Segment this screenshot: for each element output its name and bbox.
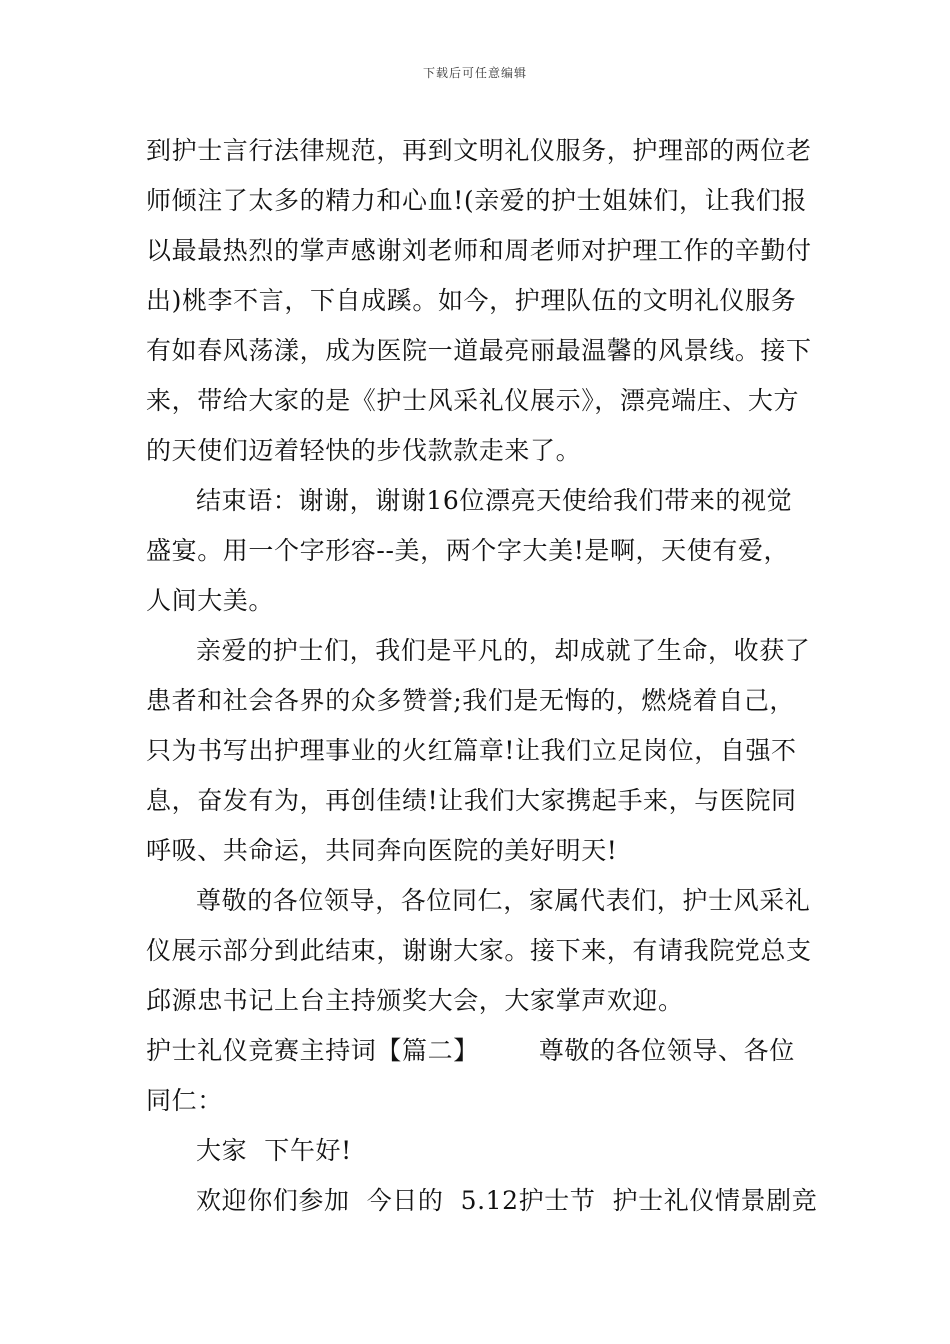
- document-body: [146, 126, 818, 1226]
- greeting-line: 大家 下午好!: [196, 1136, 352, 1165]
- page-header-note: 下载后可任意编辑: [422, 66, 527, 80]
- paragraph-nurses-address: 亲爱的护士们，我们是平凡的，却成就了生命，收获了患者和社会各界的众多赞誉;我们是无悔的，燃烧着自己，只为书写出护理事业的火红篇章!让我们立足岗位，自强不息，奋发有为，再创佳绩!让我们大家携起手来，与医院同呼吸、共命运，共同奔向医院的美好明天!: [146, 636, 811, 865]
- paragraph-closing-remarks: 结束语：谢谢，谢谢16位漂亮天使给我们带来的视觉盛宴。用一个字形容--美，两个字大美!是啊，天使有爱，人间大美。: [146, 486, 793, 615]
- salutation-part1: 尊敬的各位领导、各位: [538, 1036, 795, 1065]
- welcome-line: 欢迎你们参加 今日的 5.12护士节 护士礼仪情景剧竞: [196, 1186, 818, 1215]
- section-title: 护士礼仪竞赛主持词【篇二】: [146, 1036, 479, 1065]
- salutation-part2: 同仁：: [146, 1086, 223, 1115]
- paragraph-conclusion: 尊敬的各位领导，各位同仁，家属代表们，护士风采礼仪展示部分到此结束，谢谢大家。接下来，有请我院党总支邱源忠书记上台主持颁奖大会，大家掌声欢迎。: [146, 886, 812, 1015]
- paragraph-1: 到护士言行法律规范，再到文明礼仪服务，护理部的两位老师倾注了太多的精力和心血!(亲爱的护士姐妹们，让我们报以最最热烈的掌声感谢刘老师和周老师对护理工作的辛勤付出)桃李不言，下自成蹊。如今，护理队伍的文明礼仪服务有如春风荡漾，成为医院一道最亮丽最温馨的风景线。接下来，带给大家的是《护士风采礼仪展示》，漂亮端庄、大方的天使们迈着轻快的步伐款款走来了。: [146, 136, 812, 465]
- section-heading-line: [146, 1026, 812, 1076]
